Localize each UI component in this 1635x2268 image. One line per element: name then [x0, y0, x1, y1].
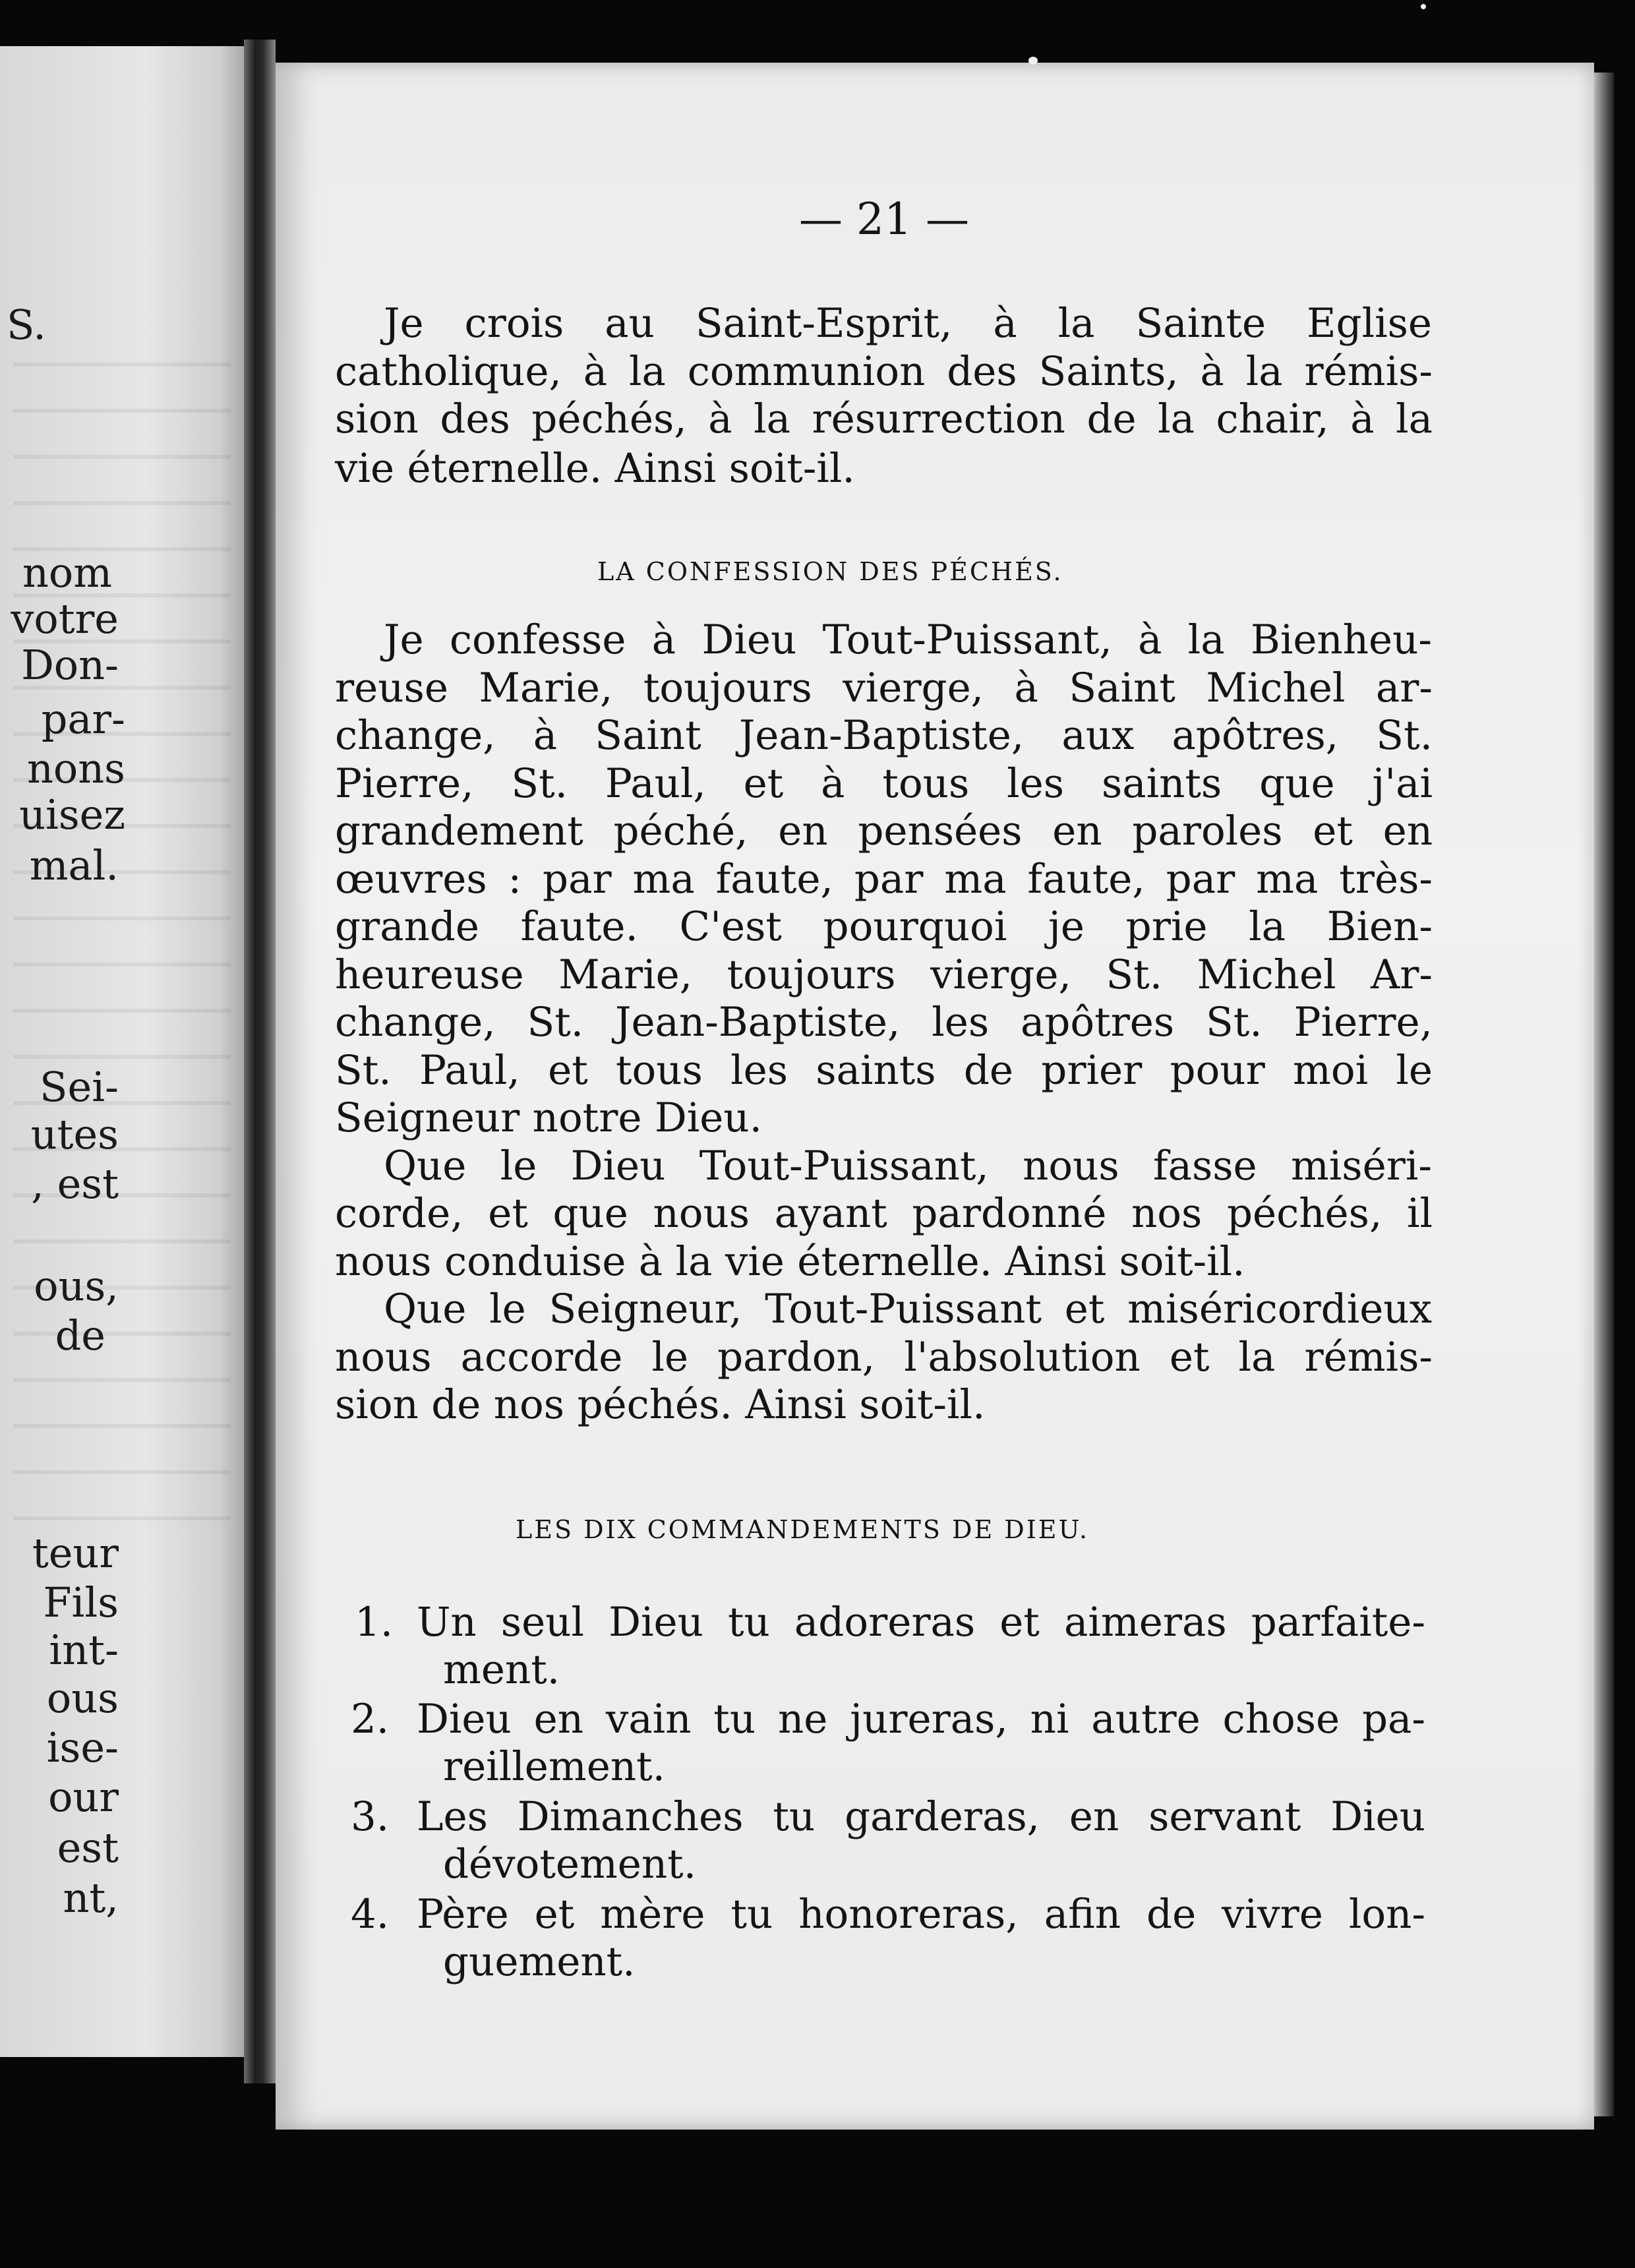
commandments-heading: LES DIX COMMANDEMENTS DE DIEU. — [516, 1515, 1090, 1544]
text-line: sion des péchés, à la résurrection de la chair, à la — [335, 396, 1433, 442]
left-page-fragment: nom — [22, 549, 112, 597]
commandment-number: 2. — [351, 1696, 390, 1743]
text-line: nous conduise à la vie éternelle. Ainsi soit-il. — [335, 1238, 1245, 1285]
text-line: Pierre, St. Paul, et à tous les saints que j'ai — [335, 760, 1433, 807]
text-line: Que le Seigneur, Tout-Puissant et miséricordieux — [384, 1286, 1432, 1332]
dust-speck — [1421, 4, 1426, 9]
confession-heading: LA CONFESSION DES PÉCHÉS. — [597, 557, 1063, 586]
left-page-fragment: nt, — [63, 1874, 119, 1922]
commandment-number: 4. — [351, 1891, 390, 1938]
left-page-fragment: Fils — [43, 1578, 119, 1626]
page-edge-shadow — [1594, 73, 1614, 2116]
commandment-number: 3. — [351, 1793, 390, 1840]
left-page-fragment: our — [48, 1773, 119, 1821]
left-page-fragment: votre — [11, 595, 119, 643]
text-line: change, St. Jean-Baptiste, les apôtres St. Pierre, — [335, 999, 1433, 1046]
left-page-fragment: ous — [46, 1674, 119, 1722]
commandment-line: reillement. — [443, 1743, 666, 1790]
text-line: vie éternelle. Ainsi soit-il. — [335, 445, 855, 492]
commandment-number: 1. — [355, 1599, 394, 1646]
text-line: St. Paul, et tous les saints de prier pour moi le — [335, 1046, 1433, 1094]
text-line: Que le Dieu Tout-Puissant, nous fasse miséri- — [384, 1142, 1432, 1189]
left-page-fragment: est — [57, 1824, 119, 1872]
text-line: corde, et que nous ayant pardonné nos péchés, il — [335, 1190, 1433, 1237]
text-line: sion de nos péchés. Ainsi soit-il. — [335, 1381, 986, 1428]
show-through-text — [13, 363, 231, 1549]
text-line: change, à Saint Jean-Baptiste, aux apôtres, St. — [335, 712, 1433, 759]
left-page-fragment: ous, — [34, 1262, 119, 1310]
left-page-fragment: par- — [41, 695, 125, 743]
commandment-line: Un seul Dieu tu adoreras et aimeras parfaite- — [417, 1599, 1425, 1646]
text-line: œuvres : par ma faute, par ma faute, par ma très- — [335, 855, 1433, 903]
commandment-line: guement. — [443, 1938, 636, 1985]
text-line: grandement péché, en pensées en paroles et en — [335, 808, 1433, 854]
text-line: grande faute. C'est pourquoi je prie la Bien- — [335, 903, 1433, 950]
commandment-line: dévotement. — [443, 1841, 697, 1888]
left-page-fragment: nons — [26, 744, 125, 792]
left-page-fragment: Sei- — [40, 1063, 119, 1111]
left-page-fragment: Don- — [21, 641, 119, 689]
left-page-fragment: ise- — [46, 1723, 119, 1772]
commandment-line: ment. — [443, 1646, 560, 1693]
text-line: Je confesse à Dieu Tout-Puissant, à la Bienheu- — [384, 616, 1432, 663]
left-page-fragment: int- — [49, 1626, 119, 1674]
text-line: Seigneur notre Dieu. — [335, 1094, 763, 1141]
text-line: heureuse Marie, toujours vierge, St. Michel Ar- — [335, 951, 1433, 998]
left-page-fragment: mal. — [29, 841, 119, 889]
page-number: — 21 — — [799, 194, 969, 245]
commandment-line: Père et mère tu honoreras, afin de vivre lon- — [417, 1891, 1425, 1938]
text-line: Je crois au Saint-Esprit, à la Sainte Eglise — [384, 300, 1432, 347]
left-page-fragment: uisez — [19, 791, 125, 839]
text-line: reuse Marie, toujours vierge, à Saint Michel ar- — [335, 664, 1433, 711]
commandment-line: Dieu en vain tu ne jureras, ni autre chose pa- — [417, 1696, 1425, 1743]
left-page-fragment: utes — [30, 1110, 119, 1158]
book-gutter — [244, 40, 276, 2083]
dust-speck — [1028, 57, 1038, 65]
left-page-fragment: de — [55, 1311, 105, 1359]
text-line: catholique, à la communion des Saints, à la rémis- — [335, 348, 1433, 395]
left-page-fragment: , est — [31, 1160, 119, 1208]
text-line: nous accorde le pardon, l'absolution et la rémis- — [335, 1333, 1433, 1381]
left-page-fragment: teur — [32, 1529, 119, 1577]
commandment-line: Les Dimanches tu garderas, en servant Dieu — [417, 1793, 1425, 1840]
left-page-fragment: S. — [7, 301, 46, 349]
